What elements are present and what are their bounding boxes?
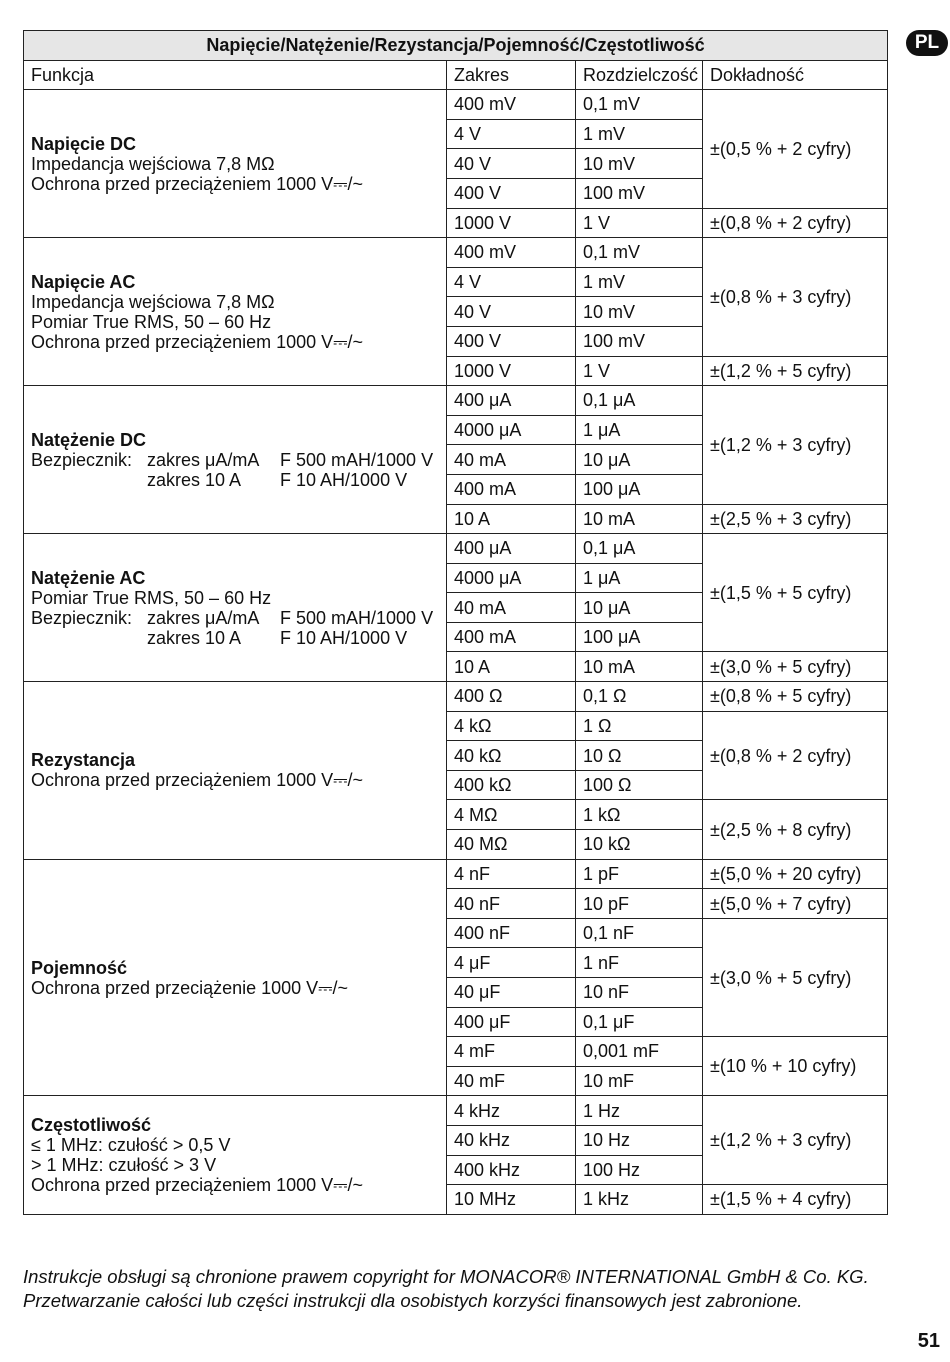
function-detail: Pomiar True RMS, 50 – 60 Hz [31,587,272,608]
function-detail: Ochrona przed przeciążeniem 1000 V⎓/~ [31,1175,364,1196]
resolution-cell: 10 μA [576,593,703,623]
fuse-rating: F 10 AH/1000 V [280,627,408,648]
range-cell: 400 μF [447,1007,576,1037]
accuracy-cell: ±(0,5 % + 2 cyfry) [703,90,888,208]
function-dc-voltage [24,90,447,238]
range-cell: 40 mF [447,1066,576,1096]
accuracy-cell: ±(0,8 % + 3 cyfry) [703,238,888,356]
range-cell: 400 mV [447,90,576,120]
resolution-cell: 100 mV [576,326,703,356]
resolution-cell: 10 mA [576,652,703,682]
range-cell: 4 kHz [447,1096,576,1126]
accuracy-cell: ±(1,2 % + 5 cyfry) [703,356,888,386]
fuse-range: zakres μA/mA [147,449,260,470]
range-cell: 40 kHz [447,1125,576,1155]
resolution-cell: 10 mV [576,297,703,327]
resolution-cell: 10 pF [576,889,703,919]
fuse-rating: F 500 mAH/1000 V [280,449,434,470]
accuracy-cell: ±(3,0 % + 5 cyfry) [703,918,888,1036]
table-row [24,386,888,416]
function-name: Napięcie DC [31,133,137,154]
function-detail: Ochrona przed przeciążenie 1000 V⎓/~ [31,977,349,998]
fuse-range: zakres 10 A [147,627,242,648]
range-cell: 4000 μA [447,415,576,445]
resolution-cell: 10 mF [576,1066,703,1096]
resolution-cell: 1 μA [576,563,703,593]
range-cell: 4 mF [447,1037,576,1067]
range-cell: 400 mA [447,474,576,504]
range-cell: 400 μA [447,386,576,416]
fuse-rating: F 500 mAH/1000 V [280,607,434,628]
resolution-cell: 1 mV [576,267,703,297]
accuracy-cell: ±(2,5 % + 3 cyfry) [703,504,888,534]
resolution-cell: 0,1 mV [576,90,703,120]
range-cell: 40 kΩ [447,741,576,771]
resolution-cell: 1 μA [576,415,703,445]
range-cell: 40 MΩ [447,830,576,860]
resolution-cell: 10 Ω [576,741,703,771]
range-cell: 40 nF [447,889,576,919]
table-row [24,1096,888,1126]
range-cell: 400 mA [447,622,576,652]
header-function: Funkcja [24,60,447,90]
range-cell: 4 μF [447,948,576,978]
range-cell: 40 V [447,149,576,179]
resolution-cell: 0,1 μF [576,1007,703,1037]
resolution-cell: 10 nF [576,978,703,1008]
header-resolution: Rozdzielczość [576,60,703,90]
range-cell: 4 V [447,119,576,149]
resolution-cell: 1 Ω [576,711,703,741]
range-cell: 40 V [447,297,576,327]
accuracy-cell: ±(1,2 % + 3 cyfry) [703,1096,888,1185]
fuse-range: zakres 10 A [147,469,242,490]
function-frequency [24,1096,447,1214]
accuracy-cell: ±(1,5 % + 5 cyfry) [703,534,888,652]
fuse-line [31,608,446,628]
function-detail: > 1 MHz: czułość > 3 V [31,1155,217,1176]
fuse-line [31,628,446,648]
function-name: Rezystancja [31,750,136,771]
table-row [24,90,888,120]
accuracy-cell: ±(2,5 % + 8 cyfry) [703,800,888,859]
range-cell: 1000 V [447,356,576,386]
fuse-range: zakres μA/mA [147,607,260,628]
range-cell: 40 mA [447,593,576,623]
function-detail: Ochrona przed przeciążeniem 1000 V⎓/~ [31,173,364,194]
resolution-cell: 1 V [576,356,703,386]
copyright-footer [23,1265,869,1313]
page-number: 51 [917,1330,940,1352]
fuse-rating: F 10 AH/1000 V [280,469,408,490]
resolution-cell: 10 mA [576,504,703,534]
resolution-cell: 100 μA [576,622,703,652]
resolution-cell: 10 Hz [576,1125,703,1155]
fuse-label: Bezpiecznik: [31,449,133,470]
function-name: Pojemność [31,957,128,978]
resolution-cell: 1 nF [576,948,703,978]
function-ac-voltage [24,238,447,386]
accuracy-cell: ±(5,0 % + 7 cyfry) [703,889,888,919]
table-title: Napięcie/Natężenie/Rezystancja/Pojemność/Częstotliwość [24,31,888,61]
range-cell: 400 Ω [447,682,576,712]
function-resistance [24,682,447,860]
range-cell: 400 kHz [447,1155,576,1185]
resolution-cell: 0,1 μA [576,534,703,564]
function-name: Natężenie DC [31,429,147,450]
resolution-cell: 0,1 Ω [576,682,703,712]
resolution-cell: 1 Hz [576,1096,703,1126]
function-detail: Ochrona przed przeciążeniem 1000 V⎓/~ [31,770,364,791]
table-row [24,859,888,889]
range-cell: 4 nF [447,859,576,889]
resolution-cell: 1 V [576,208,703,238]
fuse-line [31,450,446,470]
resolution-cell: 100 mV [576,178,703,208]
table-row [24,534,888,564]
function-ac-current [24,534,447,682]
range-cell: 400 V [447,178,576,208]
resolution-cell: 0,001 mF [576,1037,703,1067]
resolution-cell: 0,1 mV [576,238,703,268]
copyright-line: Przetwarzanie całości lub części instrukcji dla osobistych korzyści finansowych jest zabronione. [23,1290,803,1311]
language-badge: PL [906,30,948,56]
resolution-cell: 10 μA [576,445,703,475]
function-detail: Impedancja wejściowa 7,8 MΩ [31,153,275,174]
function-capacitance [24,859,447,1096]
range-cell: 400 V [447,326,576,356]
range-cell: 40 μF [447,978,576,1008]
range-cell: 4 MΩ [447,800,576,830]
resolution-cell: 1 kHz [576,1185,703,1215]
range-cell: 400 mV [447,238,576,268]
range-cell: 10 A [447,652,576,682]
range-cell: 400 nF [447,918,576,948]
resolution-cell: 100 Hz [576,1155,703,1185]
function-detail: Ochrona przed przeciążeniem 1000 V⎓/~ [31,331,364,352]
function-name: Częstotliwość [31,1115,152,1136]
resolution-cell: 1 kΩ [576,800,703,830]
accuracy-cell: ±(0,8 % + 5 cyfry) [703,682,888,712]
function-dc-current [24,386,447,534]
range-cell: 4000 μA [447,563,576,593]
resolution-cell: 1 pF [576,859,703,889]
range-cell: 400 kΩ [447,770,576,800]
fuse-label: Bezpiecznik: [31,607,133,628]
range-cell: 4 V [447,267,576,297]
accuracy-cell: ±(1,2 % + 3 cyfry) [703,386,888,504]
range-cell: 400 μA [447,534,576,564]
range-cell: 10 A [447,504,576,534]
function-detail: ≤ 1 MHz: czułość > 0,5 V [31,1135,231,1156]
resolution-cell: 0,1 μA [576,386,703,416]
resolution-cell: 100 Ω [576,770,703,800]
resolution-cell: 10 mV [576,149,703,179]
range-cell: 10 MHz [447,1185,576,1215]
function-name: Natężenie AC [31,567,146,588]
header-accuracy: Dokładność [703,60,888,90]
resolution-cell: 100 μA [576,474,703,504]
accuracy-cell: ±(0,8 % + 2 cyfry) [703,711,888,800]
function-detail: Impedancja wejściowa 7,8 MΩ [31,291,275,312]
table-row [24,238,888,268]
specifications-table [23,30,888,1215]
accuracy-cell: ±(10 % + 10 cyfry) [703,1037,888,1096]
range-cell: 40 mA [447,445,576,475]
table-row [24,682,888,712]
accuracy-cell: ±(0,8 % + 2 cyfry) [703,208,888,238]
range-cell: 1000 V [447,208,576,238]
function-name: Napięcie AC [31,271,136,292]
copyright-line: Instrukcje obsługi są chronione prawem copyright for MONACOR® INTERNATIONAL GmbH & Co. KG. [23,1266,869,1287]
function-detail: Pomiar True RMS, 50 – 60 Hz [31,311,272,332]
fuse-line [31,470,446,490]
accuracy-cell: ±(3,0 % + 5 cyfry) [703,652,888,682]
header-range: Zakres [447,60,576,90]
resolution-cell: 0,1 nF [576,918,703,948]
accuracy-cell: ±(5,0 % + 20 cyfry) [703,859,888,889]
resolution-cell: 10 kΩ [576,830,703,860]
resolution-cell: 1 mV [576,119,703,149]
range-cell: 4 kΩ [447,711,576,741]
accuracy-cell: ±(1,5 % + 4 cyfry) [703,1185,888,1215]
